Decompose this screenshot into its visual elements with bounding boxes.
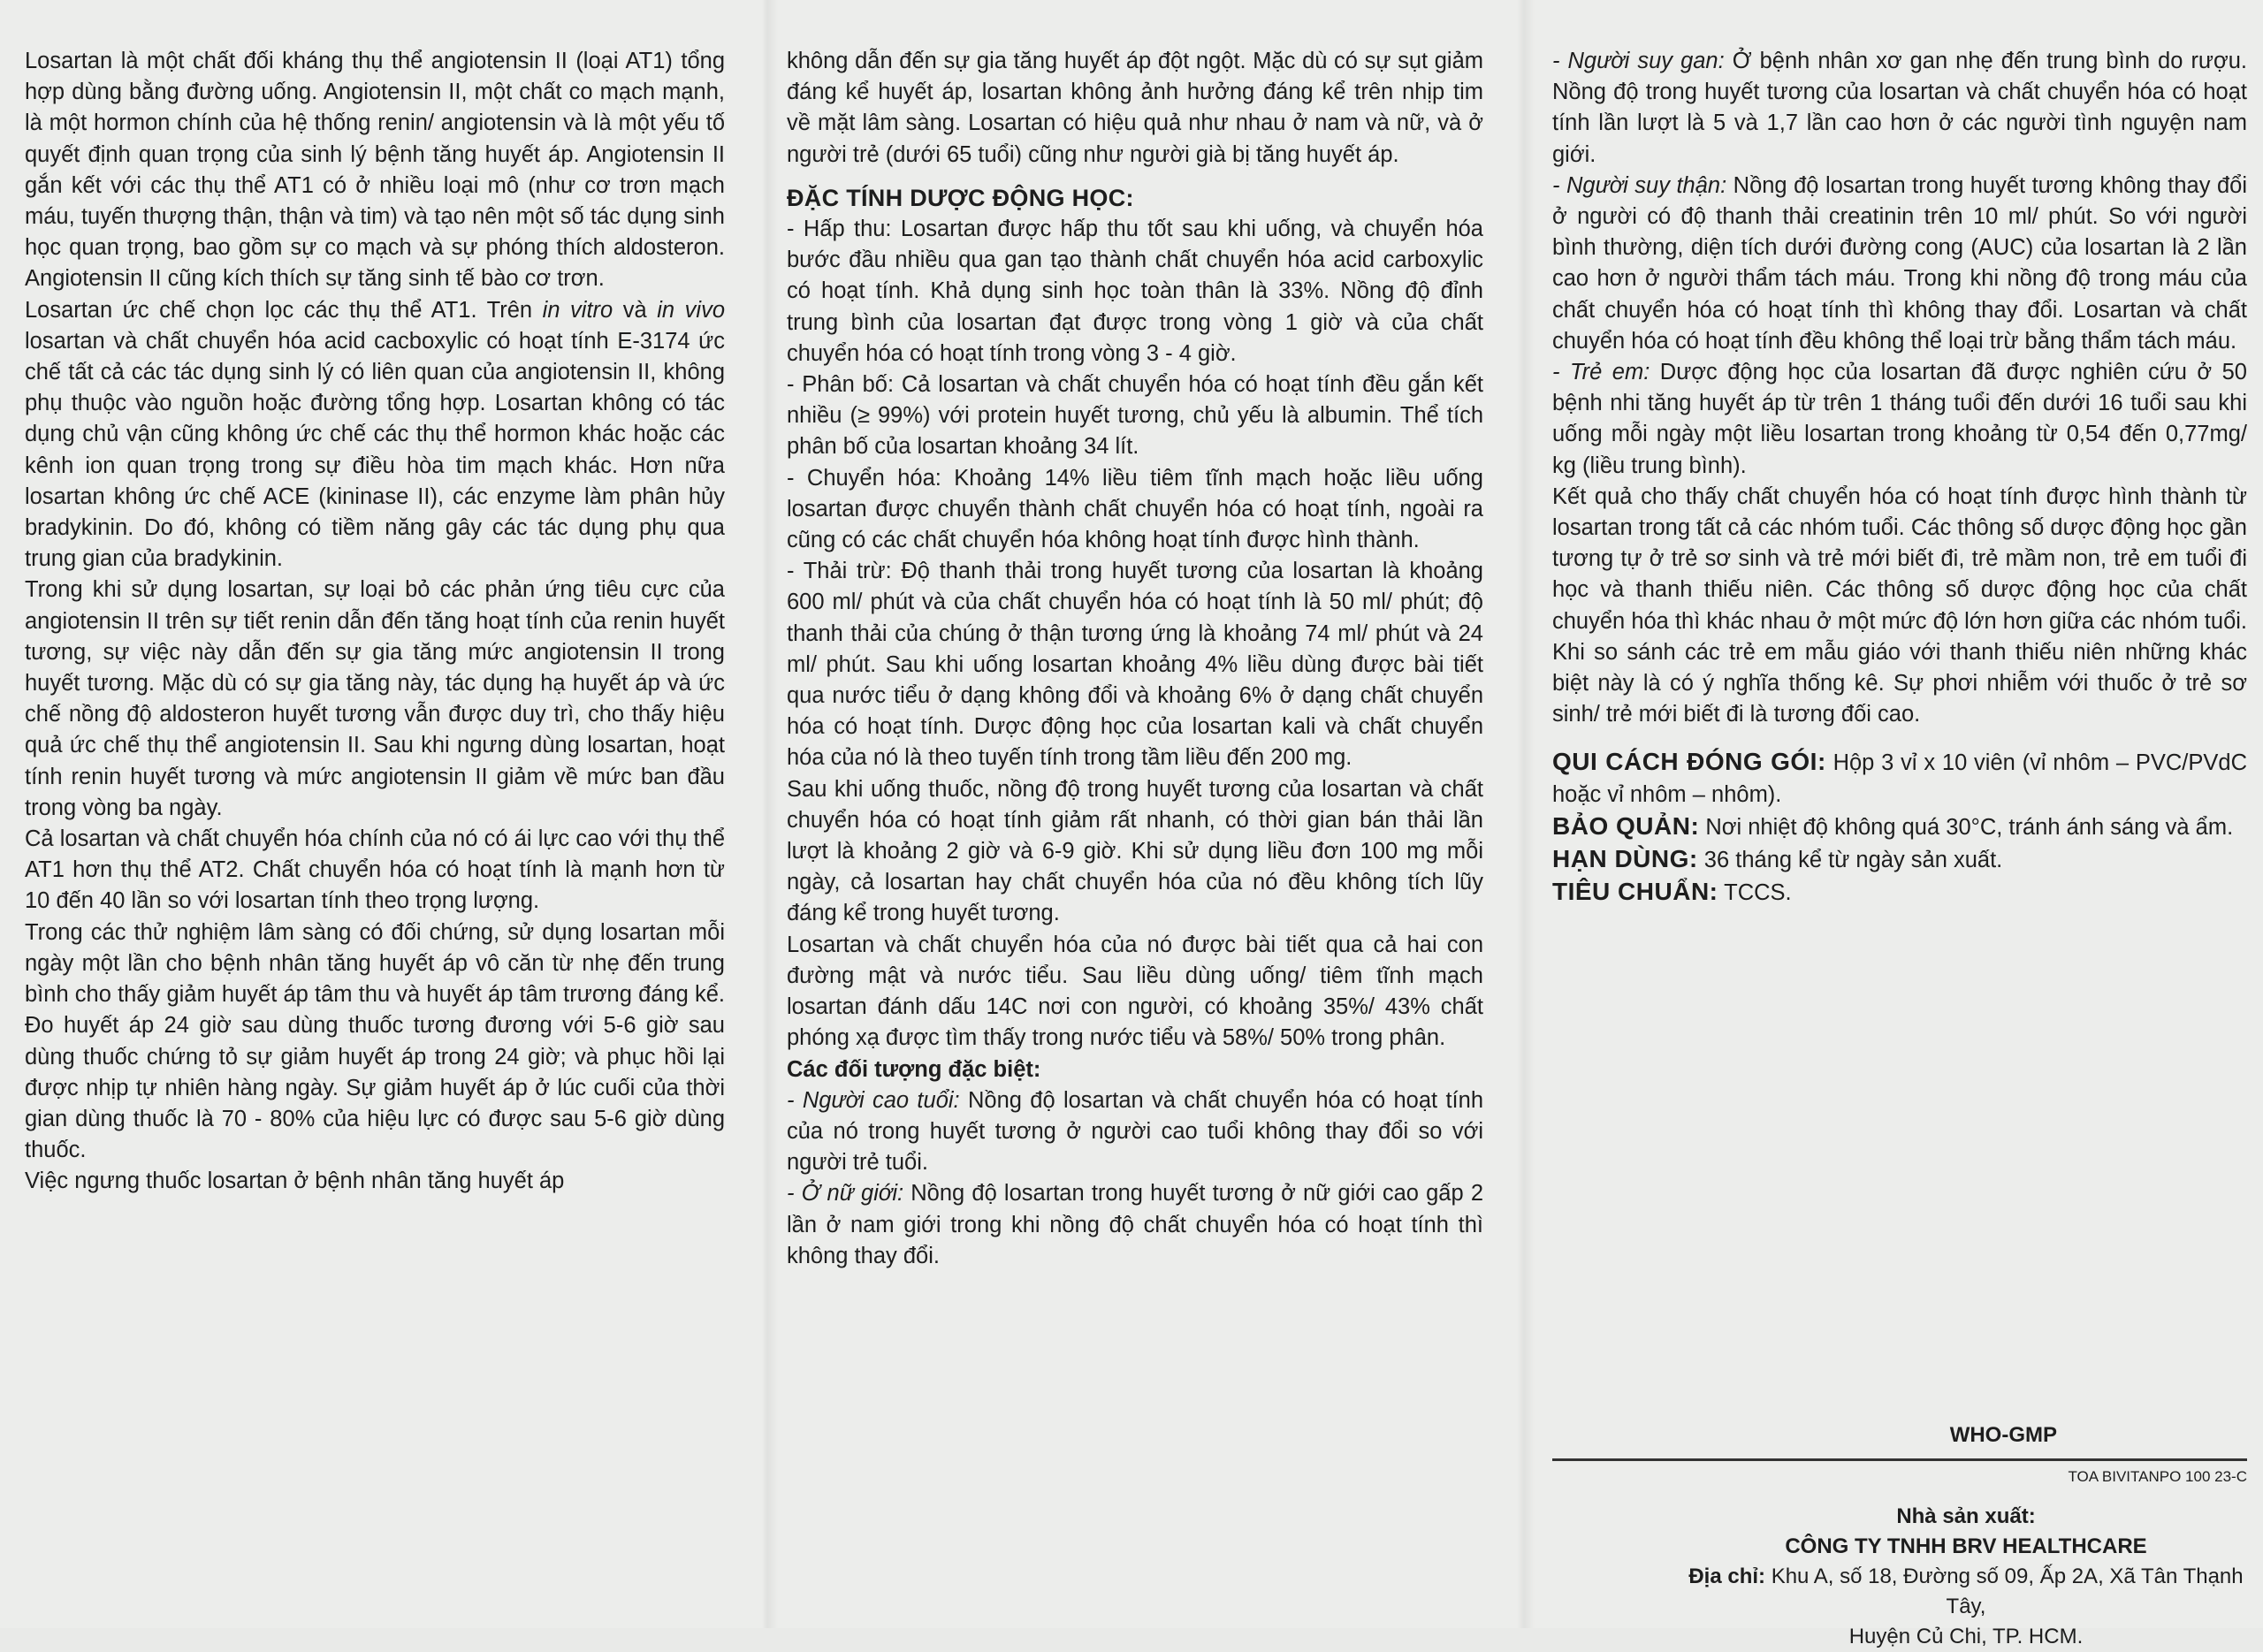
paragraph — [1552, 46, 2247, 171]
storage-label: BẢO QUẢN: — [1552, 811, 1700, 840]
paragraph — [1552, 357, 2247, 482]
italic-run: in vivo — [657, 297, 726, 323]
storage-info — [1552, 811, 2247, 843]
text-run: Losartan ức chế chọn lọc các thụ thể AT1. Trên — [25, 297, 543, 323]
packaging-info — [1552, 746, 2247, 810]
who-gmp-mark: WHO-GMP — [1949, 1423, 2057, 1447]
text-run: và — [613, 297, 658, 323]
text-run: TCCS. — [1718, 880, 1792, 906]
paragraph: - Hấp thu: Losartan được hấp thu tốt sau khi uống, và chuyển hóa bước đầu nhiều qua gan tạo thành chất chuyển hóa acid carboxylic có hoạt tính. Khả dụng sinh học toàn thân là 33%. Nồng độ đỉnh trung bình của losartan đạt được trong vòng 1 giờ và của chất chuyển hóa có hoạt tính trong vòng 3 - 4 giờ. — [787, 217, 1483, 366]
paragraph: Losartan và chất chuyển hóa của nó được bài tiết qua cả hai con đường mật và nước tiểu. Sau liều dùng uống/ tiêm tĩnh mạch losartan đánh dấu 14C nơi con người, có khoảng 35%/ 43% chất phóng xạ được tìm thấy trong nước tiểu và 58%/ 50% trong phân. — [787, 932, 1483, 1051]
text-run: Ở bệnh nhân xơ gan nhẹ đến trung bình do rượu. Nồng độ trong huyết tương của losartan và chất chuyển hóa có hoạt tính lần lượt là 5 và 1,7 lần cao hơn ở các người tình nguyện nam giới. — [1552, 49, 2247, 167]
paragraph: Losartan là một chất đối kháng thụ thể angiotensin II (loại AT1) tổng hợp dùng bằng đường uống. Angiotensin II, một chất co mạch mạnh, là một hormon chính của hệ thống renin/ angiotensin và là một yếu tố quyết định quan trọng của sinh lý bệnh tăng huyết áp. Angiotensin II gắn kết với các thụ thể AT1 có ở nhiều loại mô (như cơ trơn mạch máu, tuyến thượng thận, thận và tim) và tạo nên một số tác dụng sinh học quan trọng, bao gồm sự co mạch và sự phóng thích aldosteron. Angiotensin II cũng kích thích sự tăng sinh tế bào cơ trơn. — [25, 49, 725, 292]
italic-label: - Người cao tuổi: — [787, 1087, 960, 1113]
text-run: Nồng độ losartan trong huyết tương không thay đổi ở người có độ thanh thải creatinin trên 10 ml/ phút. So với người bình thường, diện tích dưới đường cong (AUC) của losartan là 2 lần cao hơn ở người thẩm tách máu. Trong khi nồng độ trong máu của chất chuyển hóa có hoạt tính thì không thay đổi. Losartan và chất chuyển hóa có hoạt tính đều không thể loại trừ bằng thẩm tách máu. — [1552, 172, 2247, 354]
address-label: Địa chỉ: — [1688, 1564, 1766, 1588]
paragraph: Sau khi uống thuốc, nồng độ trong huyết tương của losartan và chất chuyển hóa có hoạt tính giảm rất nhanh, có thời gian bán thải lần lượt là khoảng 2 giờ và 6-9 giờ. Khi sử dụng liều đơn 100 mg mỗi ngày, cả losartan hay chất chuyển hóa của nó đều không tích lũy đáng kể trong huyết tương. — [787, 776, 1483, 926]
italic-label: - Người suy gan: — [1552, 49, 1725, 73]
paragraph — [25, 295, 725, 575]
text-run: Khu A, số 18, Đường số 09, Ấp 2A, Xã Tân Thạnh Tây, — [1765, 1564, 2244, 1618]
text-run: losartan và chất chuyển hóa acid cacboxylic có hoạt tính E-3174 ức chế tất cả các tác dụng sinh lý có liên quan của angiotensin II, không phụ thuộc vào nguồn hoặc đường tổng hợp. Losartan không có tác dụng chủ vận cũng không ức chế các thụ thể hormon khác hoặc các kênh ion quan trọng trong sự điều hòa tim mạch khác. Hơn nữa losartan không ức chế ACE (kininase II), các enzyme làm phân hủy bradykinin. Do đó, không có tiềm năng gây các tác dụng phụ qua trung gian của bradykinin. — [25, 328, 725, 572]
column-2 — [787, 46, 1483, 1272]
text-run: 36 tháng kể từ ngày sản xuất. — [1697, 848, 2003, 873]
manufacturer-info — [1552, 1502, 2247, 1652]
standard-label: TIÊU CHUẨN: — [1552, 878, 1718, 906]
expiry-label: HẠN DÙNG: — [1552, 845, 1698, 873]
italic-label: - Ở nữ giới: — [787, 1181, 904, 1207]
paragraph: - Phân bố: Cả losartan và chất chuyển hóa có hoạt tính đều gắn kết nhiều (≥ 99%) với protein huyết tương, chủ yếu là albumin. Thể tích phân bố của losartan khoảng 34 lít. — [787, 372, 1483, 460]
paragraph — [787, 1085, 1483, 1179]
document-code: TOA BIVITANPO 100 23-C — [2068, 1468, 2247, 1485]
italic-run: in vitro — [542, 297, 613, 323]
paragraph: - Thải trừ: Độ thanh thải trong huyết tương của losartan là khoảng 600 ml/ phút và của chất chuyển hóa có hoạt tính là 50 ml/ phút; độ thanh thải của chúng ở thận tương ứng là khoảng 74 ml/ phút và 24 ml/ phút. Sau khi uống losartan khoảng 4% liều dùng được bài tiết qua nước tiểu ở dạng không đổi và khoảng 6% ở dạng chất chuyển hóa có hoạt tính. Dược động học của losartan kali và chất chuyển hóa của nó là theo tuyến tính trong tầm liều đến 200 mg. — [787, 559, 1483, 771]
text-run: Dược động học của losartan đã được nghiên cứu ở 50 bệnh nhi tăng huyết áp từ trên 1 tháng tuổi đến dưới 16 tuổi sau khi uống mỗi ngày một liều losartan trong khoảng từ 0,54 đến 0,77mg/ kg (liều trung bình). — [1552, 360, 2247, 478]
column-3 — [1552, 46, 2247, 909]
address-line-2: Huyện Củ Chi, TP. HCM. — [1848, 1625, 2084, 1648]
address-line — [1685, 1562, 2247, 1622]
text-run: Nồng độ losartan và chất chuyển hóa có hoạt tính của nó trong huyết tương ở người cao tuổi không thay đổi so với người trẻ tuổi. — [787, 1087, 1483, 1176]
subsection-heading: Các đối tượng đặc biệt: — [787, 1056, 1041, 1082]
company-name: CÔNG TY TNHH BRV HEALTHCARE — [1785, 1534, 2147, 1558]
italic-label: - Người suy thận: — [1552, 172, 1727, 198]
paragraph — [787, 1178, 1483, 1272]
italic-label: - Trẻ em: — [1552, 360, 1650, 385]
standard-info — [1552, 876, 2247, 909]
manufacturer-label: Nhà sản xuất: — [1896, 1504, 2036, 1528]
paragraph: Cả losartan và chất chuyển hóa chính của nó có ái lực cao với thụ thể AT1 hơn thụ thể AT2. Chất chuyển hóa có hoạt tính là mạnh hơn từ 10 đến 40 lần so với losartan tính theo trọng lượng. — [25, 826, 725, 914]
text-run: Nơi nhiệt độ không quá 30°C, tránh ánh sáng và ẩm. — [1699, 814, 2234, 840]
manufacturer-block — [1552, 1423, 2247, 1652]
paragraph: Kết quả cho thấy chất chuyển hóa có hoạt tính được hình thành từ losartan trong tất cả các nhóm tuổi. Các thông số dược động học gần tương tự ở trẻ sơ sinh và trẻ mới biết đi, trẻ mầm non, trẻ em tuổi đi học và thanh thiếu niên. Các thông số dược động học của chất chuyển hóa thì khác nhau ở một mức độ lớn hơn giữa các nhóm tuổi. Khi so sánh các trẻ em mẫu giáo với thanh thiếu niên những khác biệt này là có ý nghĩa thống kê. Sự phơi nhiễm với thuốc ở trẻ sơ sinh/ trẻ mới biết đi là tương đối cao. — [1552, 483, 2247, 727]
expiry-info — [1552, 843, 2247, 876]
section-heading: ĐẶC TÍNH DƯỢC ĐỘNG HỌC: — [787, 184, 1134, 211]
packaging-label: QUI CÁCH ĐÓNG GÓI: — [1552, 748, 1826, 776]
text-run: Nồng độ losartan trong huyết tương ở nữ giới cao gấp 2 lần ở nam giới trong khi nồng độ chất chuyển hóa có hoạt tính thì không thay đổi. — [787, 1181, 1484, 1268]
paragraph: Trong khi sử dụng losartan, sự loại bỏ các phản ứng tiêu cực của angiotensin II trên sự tiết renin dẫn đến tăng hoạt tính của renin huyết tương, sự việc này dẫn đến sự gia tăng mức angiotensin II trong huyết tương. Mặc dù có sự gia tăng này, tác dụng hạ huyết áp và ức chế nồng độ aldosteron huyết tương vẫn được duy trì, cho thấy hiệu quả ức chế thụ thể angiotensin II. Sau khi ngưng dùng losartan, hoạt tính renin huyết tương và mức angiotensin II giảm về mức ban đầu trong vòng ba ngày. — [25, 577, 725, 820]
paragraph: Trong các thử nghiệm lâm sàng có đối chứng, sử dụng losartan mỗi ngày một lần cho bệnh nhân tăng huyết áp vô căn từ nhẹ đến trung bình cho thấy giảm huyết áp tâm thu và huyết áp tâm trương đáng kể. Đo huyết áp 24 giờ sau dùng thuốc tương đương với 5-6 giờ sau dùng thuốc chứng tỏ sự giảm huyết áp trong 24 giờ; và phục hồi lại được nhịp tự nhiên hàng ngày. Sự giảm huyết áp ở lúc cuối của thời gian dùng thuốc là 70 - 80% của hiệu lực có được sau 5-6 giờ dùng thuốc. — [25, 919, 725, 1163]
paragraph — [1552, 171, 2247, 357]
text-run: Hộp 3 vỉ x 10 viên (vỉ nhôm – PVC/PVdC hoặc vỉ nhôm – nhôm). — [1552, 750, 2247, 807]
paragraph: - Chuyển hóa: Khoảng 14% liều tiêm tĩnh mạch hoặc liều uống losartan được chuyển thành chất chuyển hóa có hoạt tính, ngoài ra cũng có các chất chuyển hóa không hoạt tính được hình thành. — [787, 465, 1483, 553]
column-1 — [25, 46, 725, 1198]
divider — [1552, 1458, 2247, 1461]
paragraph: không dẫn đến sự gia tăng huyết áp đột ngột. Mặc dù có sự sụt giảm đáng kể huyết áp, losartan không ảnh hưởng đáng kể trên nhịp tim về mặt lâm sàng. Losartan có hiệu quả như nhau ở nam và nữ, và ở người trẻ (dưới 65 tuổi) cũng như người già bị tăng huyết áp. — [787, 49, 1483, 167]
paragraph: Việc ngưng thuốc losartan ở bệnh nhân tăng huyết áp — [25, 1169, 565, 1194]
